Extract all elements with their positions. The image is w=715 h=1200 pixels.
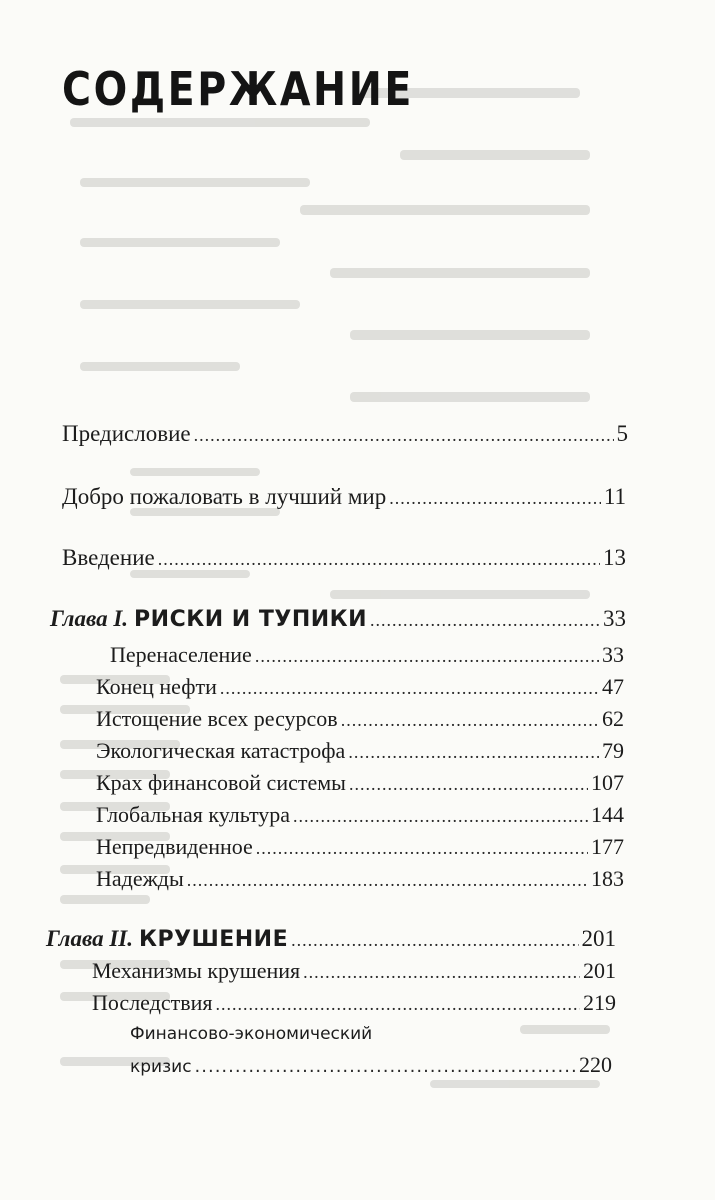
toc-entry-page: 183 xyxy=(591,866,624,891)
toc-chapter-2 xyxy=(46,926,616,952)
chapter-title: КРУШЕНИЕ xyxy=(139,927,289,952)
toc-entry-label: Непредвиденное xyxy=(96,834,253,859)
toc-entry-label: Перенаселение xyxy=(110,642,252,667)
toc-entry-page: 79 xyxy=(602,738,624,763)
toc-entry-preface xyxy=(62,421,628,447)
chapter-heading xyxy=(46,926,288,952)
toc-entry-label: кризис xyxy=(130,1057,192,1077)
toc-entry-page: 220 xyxy=(579,1052,612,1077)
dot-leader xyxy=(348,742,599,763)
dot-leader xyxy=(194,425,614,446)
dot-leader xyxy=(220,678,599,699)
toc-entry-label: Добро пожаловать в лучший мир xyxy=(62,484,387,509)
toc-entry-welcome xyxy=(62,484,626,510)
dot-leader xyxy=(256,838,588,859)
toc-entry-label: Крах финансовой системы xyxy=(96,770,346,795)
toc-entry-page: 144 xyxy=(591,802,624,827)
toc-entry-label: Введение xyxy=(62,545,155,570)
dot-leader xyxy=(341,710,599,731)
dot-leader xyxy=(158,549,600,570)
toc-subentry xyxy=(96,802,624,828)
toc-entry-page: 11 xyxy=(603,484,626,509)
chapter-title: РИСКИ И ТУПИКИ xyxy=(134,607,368,632)
toc-entry-page: 177 xyxy=(591,834,624,859)
dot-leader xyxy=(195,1056,576,1077)
dot-leader xyxy=(255,646,599,667)
dot-leader xyxy=(349,774,588,795)
toc-subentry xyxy=(96,866,624,892)
dot-leader xyxy=(370,610,600,631)
toc-entry-label: Конец нефти xyxy=(96,674,217,699)
toc-entry-page: 47 xyxy=(602,674,624,699)
toc-entry-label: Последствия xyxy=(92,990,213,1015)
page-title: СОДЕРЖАНИЕ xyxy=(62,62,415,116)
chapter-prefix: Глава I. xyxy=(50,606,129,631)
dot-leader xyxy=(303,962,580,983)
toc-entry-page: 33 xyxy=(602,642,624,667)
toc-subentry xyxy=(96,834,624,860)
toc-chapter-1 xyxy=(50,606,626,632)
toc-entry-page: 107 xyxy=(591,770,624,795)
toc-entry-page: 219 xyxy=(583,990,616,1015)
toc-entry-page: 62 xyxy=(602,706,624,731)
dot-leader xyxy=(293,806,588,827)
chapter-prefix: Глава II. xyxy=(46,926,133,951)
toc-entry-page: 13 xyxy=(603,545,626,570)
toc-entry-label: Предисловие xyxy=(62,421,191,446)
toc-entry-label: Надежды xyxy=(96,866,184,891)
toc-entry-page: 33 xyxy=(603,606,626,631)
dot-leader xyxy=(389,488,601,509)
chapter-heading xyxy=(50,606,367,632)
toc-subentry xyxy=(96,674,624,700)
dot-leader xyxy=(216,994,580,1015)
toc-subentry xyxy=(92,990,616,1016)
toc-entry-page: 201 xyxy=(583,958,616,983)
dot-leader xyxy=(187,870,588,891)
toc-entry-page: 201 xyxy=(581,926,616,951)
toc-subsubentry xyxy=(130,1052,612,1078)
toc-subentry xyxy=(110,642,624,668)
toc-entry-label: Механизмы крушения xyxy=(92,958,301,983)
toc-subentry xyxy=(96,738,624,764)
toc-subentry xyxy=(92,958,616,984)
toc-entry-label: Глобальная культура xyxy=(96,802,291,827)
dot-leader xyxy=(291,930,578,951)
toc-subentry xyxy=(96,706,624,732)
toc-subsubentry-line1: Финансово-экономический xyxy=(130,1024,373,1044)
toc-entry-page: 5 xyxy=(616,421,628,446)
toc-entry-intro xyxy=(62,545,626,571)
toc-entry-label: Истощение всех ресурсов xyxy=(96,706,338,731)
toc-subentry xyxy=(96,770,624,796)
toc-entry-label: Экологическая катастрофа xyxy=(96,738,346,763)
